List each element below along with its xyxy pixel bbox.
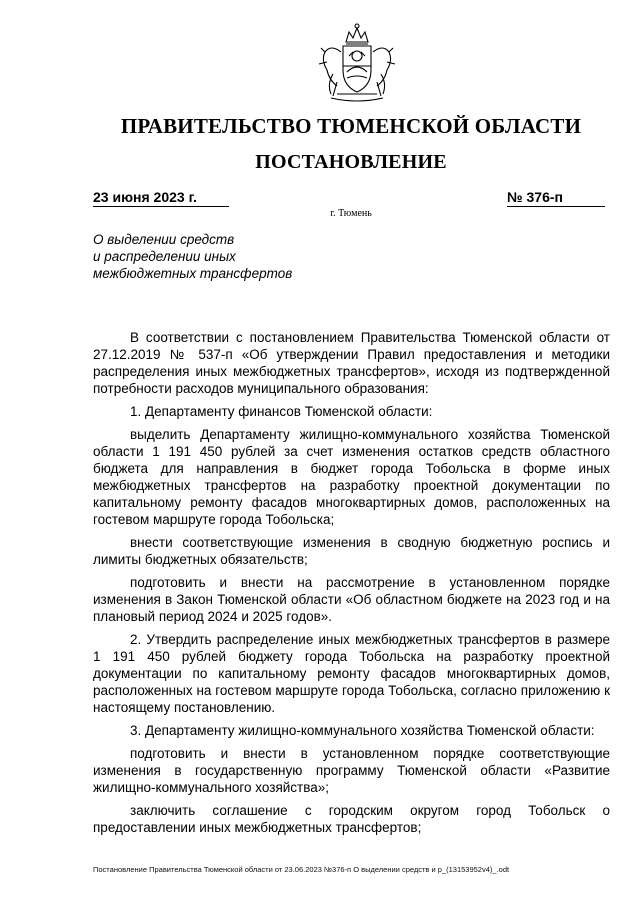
- body-paragraph: заключить соглашение с городским округом город Тобольск о предоставлении иных межбюджетных трансфертов;: [93, 803, 610, 835]
- organization-title: ПРАВИТЕЛЬСТВО ТЮМЕНСКОЙ ОБЛАСТИ: [120, 114, 582, 138]
- body-paragraph: выделить Департаменту жилищно-коммунального хозяйства Тюменской области 1 191 450 рублей за счет изменения остатков средств областного бюджета для направления в бюджет города Тобольска в форме иных межбюджетных трансфертов на разработку проектной документации по капитальному ремонту фасадов многоквартирных домов, расположенных на гостевом маршруте города Тобольска;: [93, 427, 610, 527]
- document-city: г. Тюмень: [330, 208, 372, 219]
- document-footer: Постановление Правительства Тюменской области от 23.06.2023 №376-п О выделении средств и р_(13153952v4)_.odt: [93, 865, 510, 874]
- subject-line: и распределении иных: [93, 249, 236, 264]
- subject-line: О выделении средств: [93, 232, 235, 247]
- body-paragraph: 1. Департаменту финансов Тюменской области:: [130, 404, 433, 419]
- document-date: 23 июня 2023 г.: [93, 189, 229, 207]
- body-paragraph: В соответствии с постановлением Правительства Тюменской области от 27.12.2019 № 537-п «Об утверждении Правил предоставления и методики распределения иных межбюджетных трансфертов», исходя из подтвержденной потребности расходов муниципального образования:: [93, 330, 610, 396]
- coat-of-arms-icon: [311, 22, 403, 104]
- body-paragraph: 2. Утвердить распределение иных межбюджетных трансфертов в размере 1 191 450 рублей бюджету города Тобольска на разработку проектной документации по капитальному ремонту фасадов многоквартирных домов, расположенных на гостевом маршруте города Тобольска, согласно приложению к настоящему постановлению.: [93, 632, 610, 715]
- document-subject: [93, 231, 393, 282]
- body-paragraph: подготовить и внести на рассмотрение в установленном порядке изменения в Закон Тюменской области «Об областном бюджете на 2023 год и на плановый период 2024 и 2025 годов».: [93, 575, 610, 624]
- document-number: № 376-п: [507, 189, 605, 207]
- subject-line: межбюджетных трансфертов: [93, 266, 293, 281]
- document-body: [93, 329, 610, 842]
- body-paragraph: 3. Департаменту жилищно-коммунального хозяйства Тюменской области:: [130, 723, 595, 738]
- document-type-title: ПОСТАНОВЛЕНИЕ: [255, 151, 447, 173]
- body-paragraph: подготовить и внести в установленном порядке соответствующие изменения в государственную программу Тюменской области «Развитие жилищно-коммунального хозяйства»;: [93, 746, 610, 795]
- body-paragraph: внести соответствующие изменения в сводную бюджетную роспись и лимиты бюджетных обязательств;: [93, 535, 610, 567]
